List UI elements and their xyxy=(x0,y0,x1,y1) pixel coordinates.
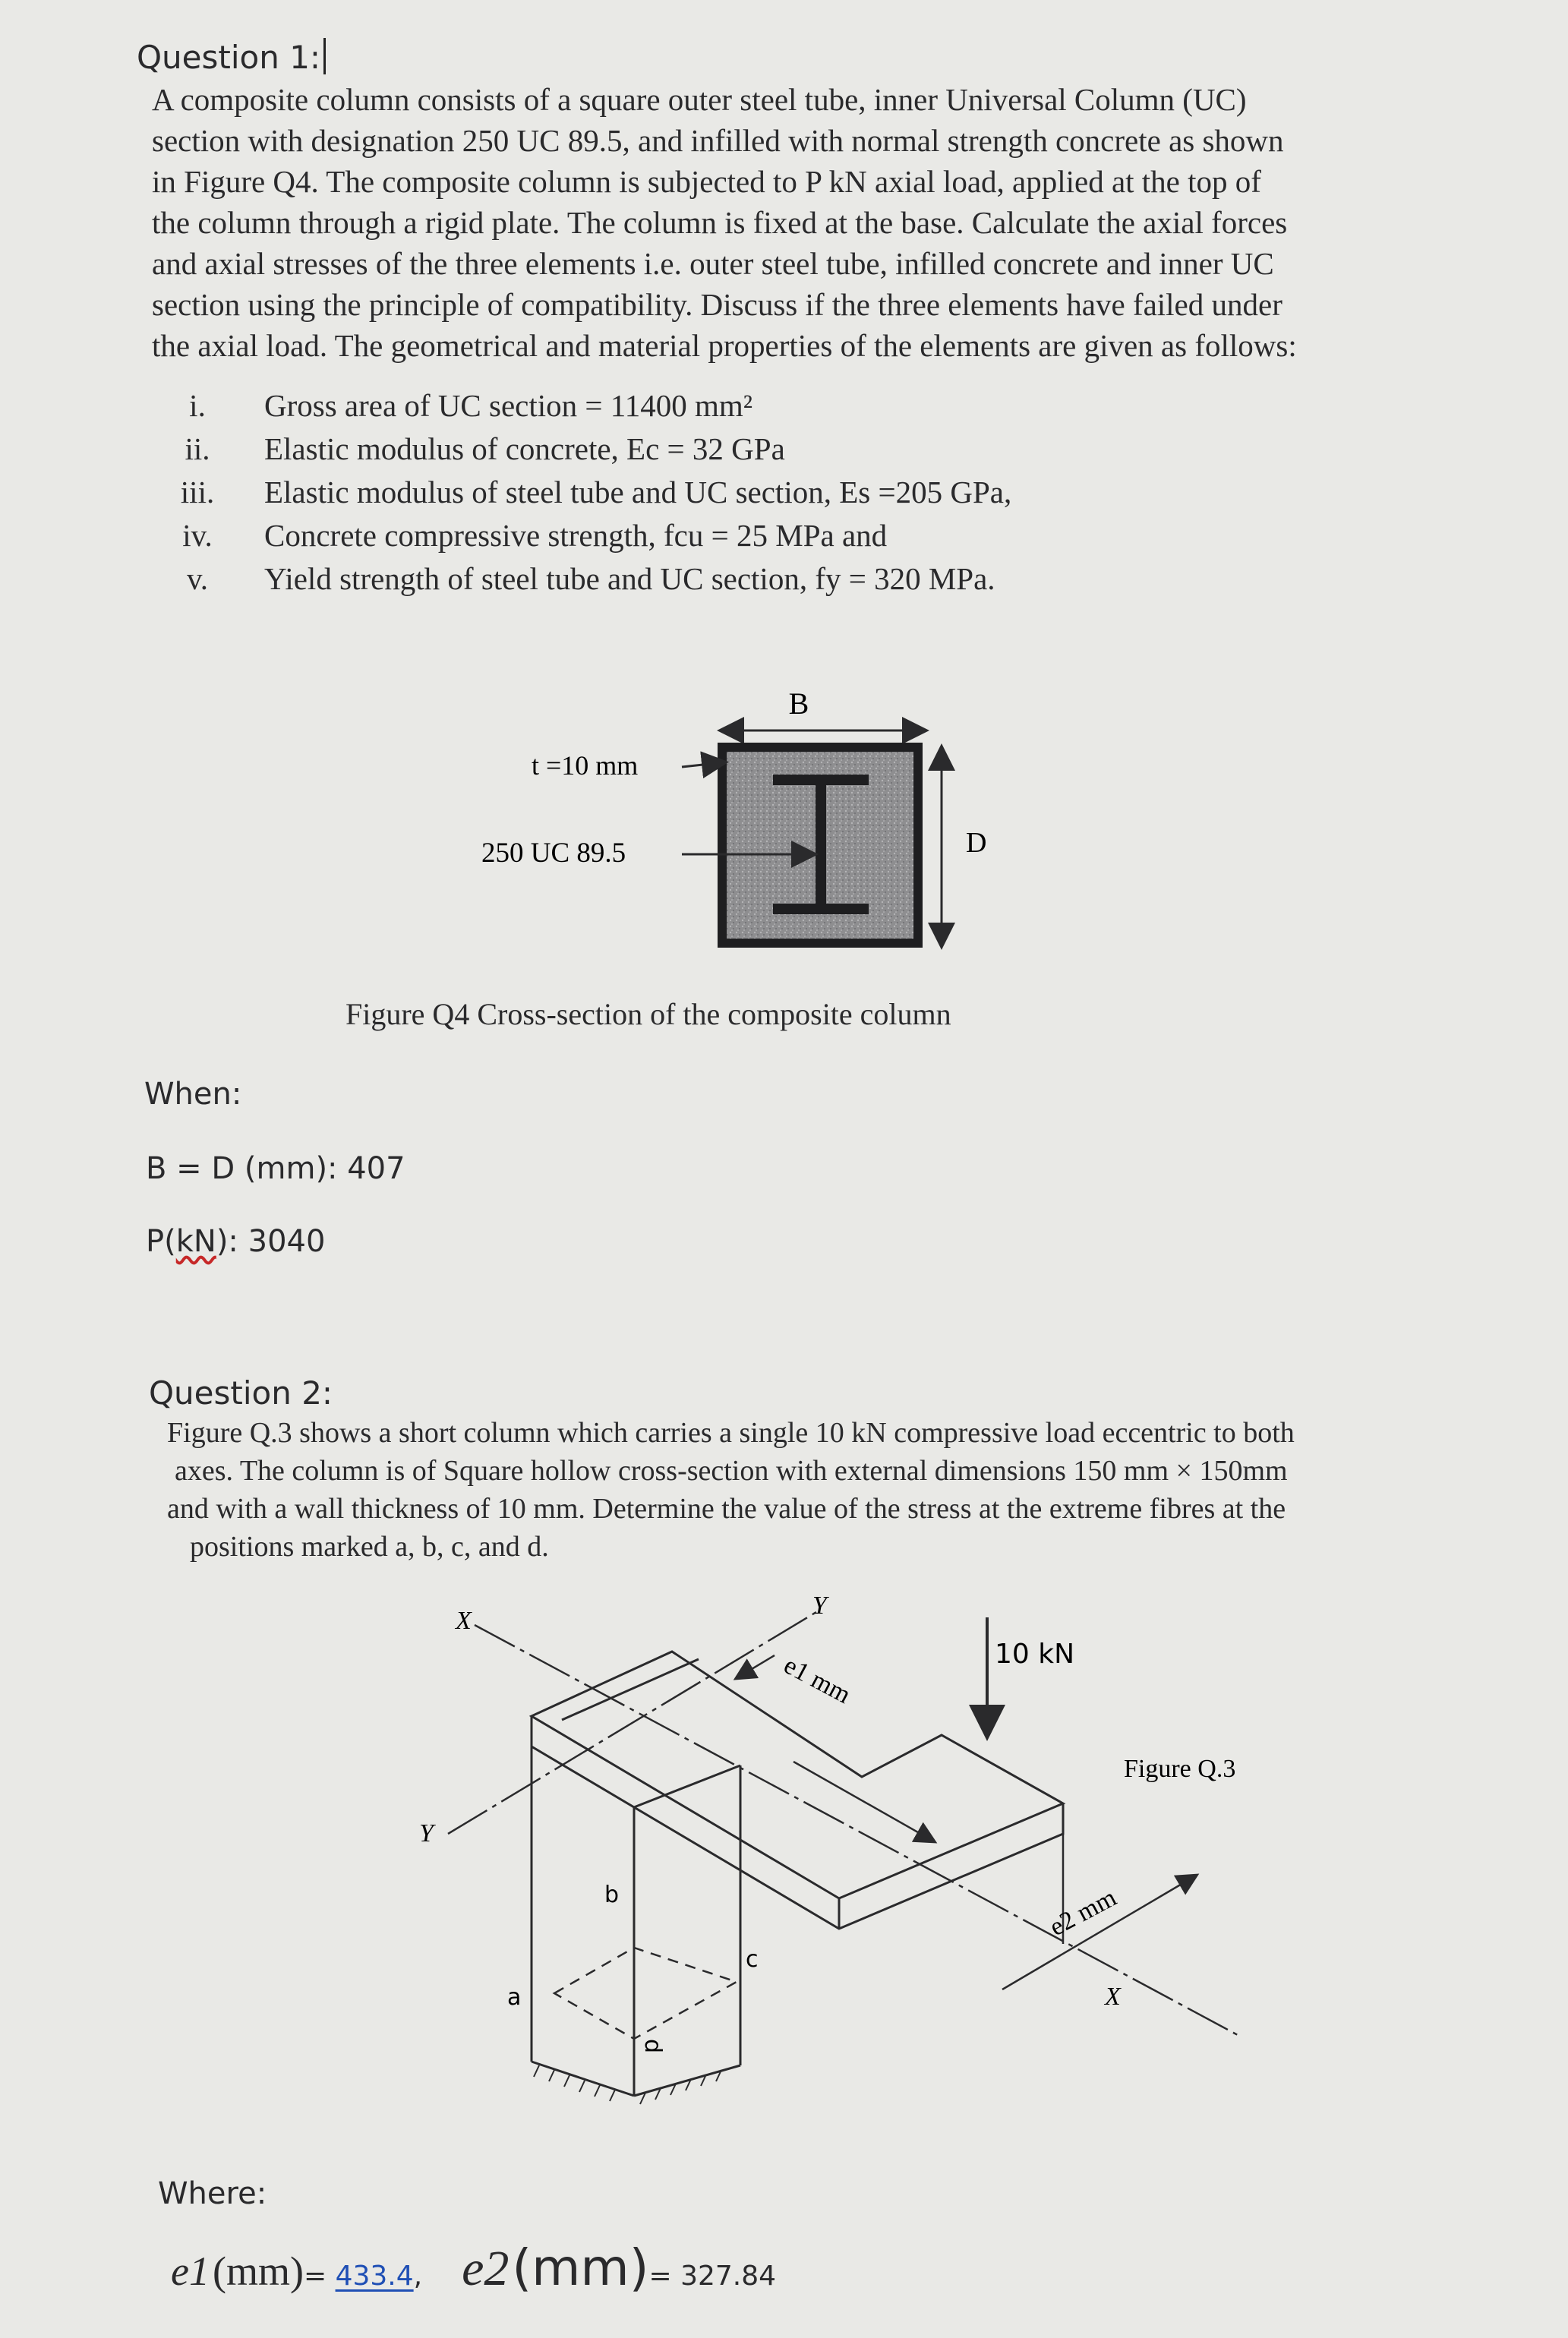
q1-line: in Figure Q4. The composite column is subjected to P kN axial load, applied at the top of xyxy=(152,164,1261,199)
fig-q3-caption: Figure Q.3 xyxy=(1124,1755,1236,1783)
p-unit-spellcheck: kN xyxy=(175,1224,216,1259)
q2-eccentricities xyxy=(171,2239,776,2298)
property-num: iii. xyxy=(180,475,215,510)
property-text: Elastic modulus of concrete, Ec = 32 GPa xyxy=(264,431,785,466)
q2-line: positions marked a, b, c, and d. xyxy=(190,1531,549,1563)
top-plate-outline xyxy=(532,1652,1063,1898)
fig-q4-label-d: D xyxy=(966,827,987,859)
e1-unit: (mm) xyxy=(212,2248,304,2294)
fig-q3-label-c: c xyxy=(746,1946,759,1973)
fig-q3-label-e2: e2 mm xyxy=(1045,1883,1122,1942)
q1-line: section using the principle of compatibility. Discuss if the three elements have failed under xyxy=(152,287,1282,322)
fig-q3-label-e1: e1 mm xyxy=(779,1651,856,1709)
uc-top-flange xyxy=(773,775,869,785)
section-diamond xyxy=(554,1948,737,2039)
figure-q4-diagram xyxy=(456,676,1033,964)
figure-q4-caption: Figure Q4 Cross-section of the composite column xyxy=(345,997,951,1031)
base-hatch-right xyxy=(634,2065,740,2096)
q1-line: the column through a rigid plate. The column is fixed at the base. Calculate the axial forces xyxy=(152,205,1288,240)
e1-arrow-back xyxy=(737,1655,775,1678)
q1-heading-text: Question 1: xyxy=(137,39,321,76)
q2-heading: Question 2: xyxy=(149,1374,333,1412)
e1-arrow xyxy=(793,1762,934,1841)
fig-q3-label-load: 10 kN xyxy=(995,1639,1075,1670)
fig-q4-label-b: B xyxy=(788,686,809,721)
fig-q3-label-b: b xyxy=(604,1882,620,1908)
e1-after: , xyxy=(413,2261,423,2292)
q2-line: and with a wall thickness of 10 mm. Determine the value of the stress at the extreme fibres at the xyxy=(167,1493,1286,1525)
property-text: Elastic modulus of steel tube and UC section, Es =205 GPa, xyxy=(264,475,1012,510)
e2-eq: = 327.84 xyxy=(648,2261,777,2292)
fig-q3-label-x-right: X xyxy=(1105,1983,1121,2011)
q1-when-label: When: xyxy=(144,1077,242,1112)
q1-p-value xyxy=(146,1224,325,1259)
q1-bd-value: B = D (mm): 407 xyxy=(146,1151,405,1186)
q2-where-label: Where: xyxy=(158,2176,267,2211)
e1-eq: = xyxy=(303,2261,336,2292)
property-text: Yield strength of steel tube and UC section, fy = 320 MPa. xyxy=(264,561,995,596)
p-prefix: P( xyxy=(146,1224,176,1259)
property-text: Gross area of UC section = 11400 mm² xyxy=(264,388,753,423)
property-num: ii. xyxy=(185,431,210,466)
q1-line: A composite column consists of a square outer steel tube, inner Universal Column (UC) xyxy=(152,82,1247,117)
fig-q4-label-t: t =10 mm xyxy=(532,750,639,781)
e2-symbol: e2 xyxy=(462,2241,510,2296)
p-suffix: ): 3040 xyxy=(216,1224,326,1259)
q1-heading xyxy=(137,38,326,76)
q1-line: the axial load. The geometrical and material properties of the elements are given as follows: xyxy=(152,328,1297,363)
property-num: v. xyxy=(186,561,209,596)
q1-line: section with designation 250 UC 89.5, and infilled with normal strength concrete as shown xyxy=(152,123,1284,158)
figure-q3-diagram xyxy=(380,1579,1329,2126)
property-num: iv. xyxy=(182,518,213,553)
text-cursor xyxy=(323,38,326,74)
e1-symbol: e1 xyxy=(171,2248,210,2294)
property-num: i. xyxy=(189,388,206,423)
e1-value: 433.4 xyxy=(335,2261,414,2292)
e2-unit: (mm) xyxy=(512,2239,649,2297)
fig-q3-label-x-top: X xyxy=(456,1607,472,1635)
q2-line: axes. The column is of Square hollow cross-section with external dimensions 150 mm × 150mm xyxy=(175,1455,1288,1487)
q1-paragraph xyxy=(152,79,1439,366)
top-plate-notch xyxy=(562,1659,699,1720)
uc-web xyxy=(816,785,826,904)
uc-bottom-flange xyxy=(773,904,869,914)
fig-q3-label-y-left: Y xyxy=(419,1819,434,1847)
axis-y xyxy=(448,1610,820,1834)
q2-line: Figure Q.3 shows a short column which carries a single 10 kN compressive load eccentric to both xyxy=(167,1417,1295,1449)
fig-q4-label-uc: 250 UC 89.5 xyxy=(481,838,626,869)
base-hatch-left xyxy=(532,2062,634,2096)
fig-q3-label-a: a xyxy=(507,1984,522,2011)
fig-q3-label-y-top: Y xyxy=(812,1592,827,1620)
q2-paragraph xyxy=(167,1414,1431,1566)
q1-line: and axial stresses of the three elements i.e. outer steel tube, infilled concrete and inner UC xyxy=(152,246,1274,281)
fig-q3-label-d: d xyxy=(639,2039,666,2054)
property-text: Concrete compressive strength, fcu = 25 MPa and xyxy=(264,518,888,553)
